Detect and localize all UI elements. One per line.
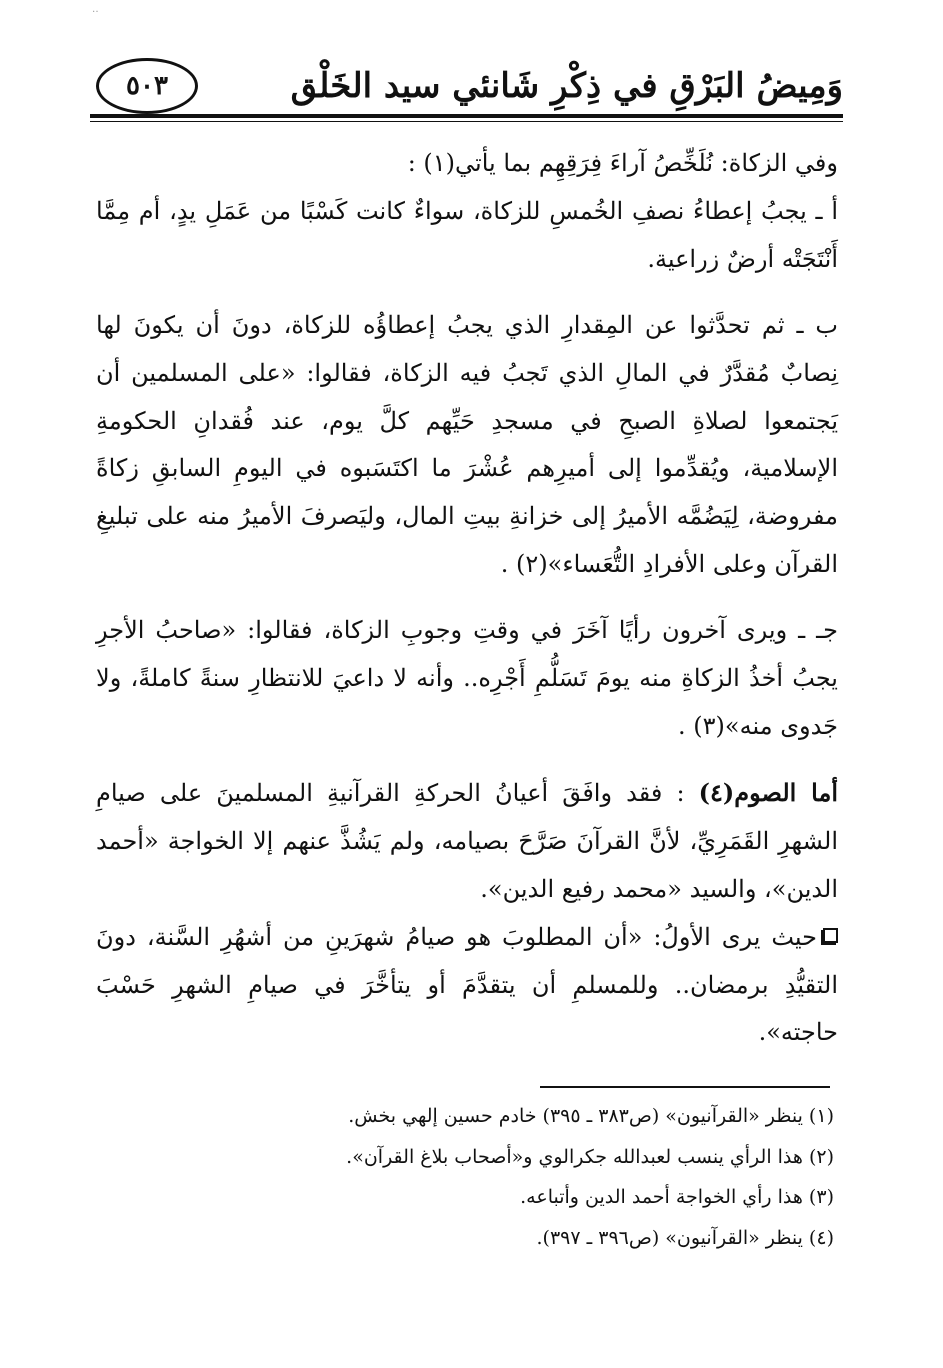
- paragraph-gap: [96, 589, 838, 607]
- body-text: [96, 140, 838, 1057]
- footnote-2: (٢) هذا الرأي ينسب لعبدالله جكرالوي و«أصحاب بلاغ القرآن».: [346, 1145, 834, 1168]
- header-rule-thick: [90, 114, 843, 118]
- footnotes: [96, 1096, 834, 1258]
- paragraph-gap: [96, 751, 838, 769]
- fasting-text: : فقد وافَقَ أعيانُ الحركةِ القرآنيةِ المسلمينَ على صيامِ الشهرِ القَمَرِيِّ، لأنَّ القرآنَ صَرَّحَ بصيامه، ولم يَشُذَّ عنهم إلا الخواجة «أحمد الدين»، والسيد «محمد رفيع الدين».: [96, 778, 838, 903]
- zakat-item-a: أ ـ يجبُ إعطاءُ نصفِ الخُمسِ للزكاة، سواءٌ كانت كَسْبًا من عَمَلِ يدٍ، أم مِمَّا أَنْتَجَتْه أرضٌ زراعية.: [96, 196, 838, 273]
- running-title: وَمِيضُ البَرْقِ في ذِكْرِ شَانئي سيد الخَلْق: [290, 66, 843, 106]
- zakat-item-c: جـ ـ ويرى آخرون رأيًا آخَرَ في وقتِ وجوبِ الزكاة، فقالوا: «صاحبُ الأجرِ يجبُ أخذُ الزكاةِ منه يومَ تَسَلُّمِ أَجْرِه.. وأنه لا داعيَ للانتظارِ سنةً كاملةً، ولا جَدوى منه»(٣) .: [96, 616, 838, 740]
- zakat-intro: وفي الزكاة: نُلَخِّصُ آراءَ فِرَقِهِم بما يأتي(١) :: [407, 149, 838, 177]
- scan-artifact: ‥: [92, 4, 99, 15]
- header-rule-thin: [90, 121, 843, 122]
- page-number: ٥٠٣: [96, 58, 198, 114]
- fasting-lead: أما الصوم(٤): [698, 777, 838, 807]
- footnote-rule: [540, 1086, 830, 1088]
- page-header: [90, 50, 843, 122]
- fasting-paragraph: [96, 769, 838, 914]
- first-view-text: حيث يرى الأولُ: «أن المطلوبَ هو صيامُ شهرَينِ من أشهُرِ السَّنة، دونَ التقيُّدِ برمضان.. وللمسلمِ أن يتقدَّمَ أو يتأخَّرَ في صيامِ الشهرِ حَسْبَ حاجته».: [96, 922, 838, 1047]
- first-view-paragraph: [96, 914, 838, 1058]
- paragraph-gap: [96, 284, 838, 302]
- box-bullet-icon: [823, 928, 838, 943]
- footnote-4: (٤) ينظر «القرآنيون» (ص٣٩٦ ـ ٣٩٧).: [536, 1226, 834, 1249]
- footnote-3: (٣) هذا رأي الخواجة أحمد الدين وأتباعه.: [520, 1186, 834, 1208]
- zakat-item-b: ب ـ ثم تحدَّثوا عن المِقدارِ الذي يجبُ إعطاؤُه للزكاة، دونَ أن يكونَ لها نِصابٌ مُقدَّرٌ في المالِ الذي تَجبُ فيه الزكاة، فقالوا: «على المسلمين أن يَجتمعوا لصلاةِ الصبحِ في مسجدِ حَيِّهم كلَّ يوم، عند فُقدانِ الحكومةِ الإسلامية، ويُقدِّموا إلى أميرِهم عُشْرَ ما اكتَسَبوه في اليومِ السابقِ زكاةً مفروضة، لِيَضُمَّه الأميرُ إلى خزانةِ بيتِ المال، وليَصرفَ الأميرُ منه على تبليغِ القرآن وعلى الأفرادِ التُّعَساء»(٢) .: [96, 310, 838, 579]
- footnote-1: (١) ينظر «القرآنيون» (ص٣٨٣ ـ ٣٩٥) خادم حسين إلهي بخش.: [348, 1105, 834, 1127]
